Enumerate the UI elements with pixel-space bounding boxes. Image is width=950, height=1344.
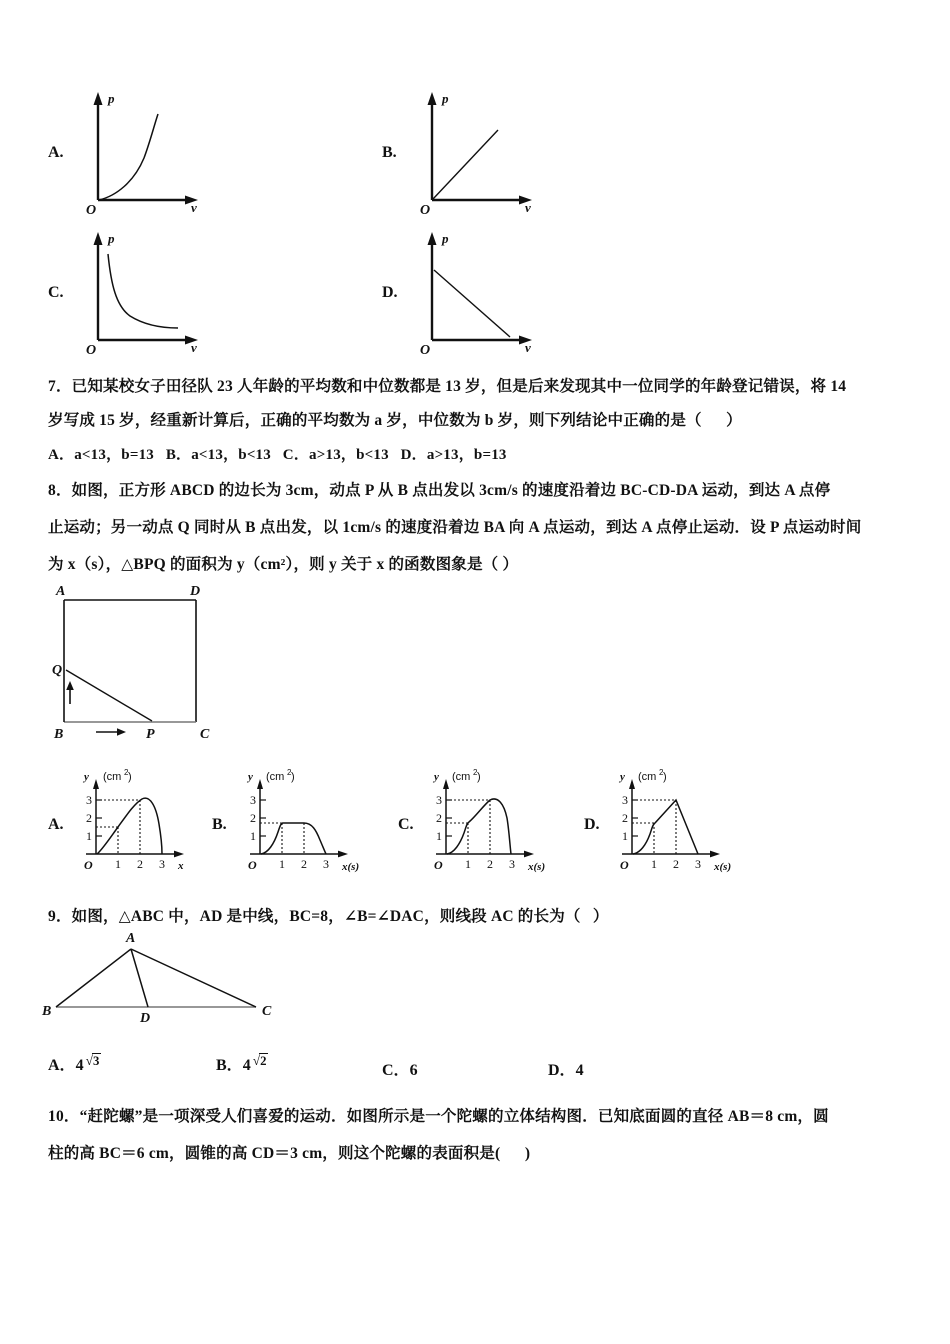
q9-option-a-coef: 4 bbox=[75, 1057, 84, 1074]
graph-q8-option-a bbox=[72, 766, 200, 874]
svg-text:2: 2 bbox=[86, 811, 92, 825]
option-label-b-q8: B. bbox=[212, 816, 227, 833]
svg-text:x: x bbox=[178, 860, 184, 872]
side-AB bbox=[56, 949, 131, 1007]
triangle-abc-figure bbox=[34, 925, 294, 1025]
svg-text:y: y bbox=[248, 771, 253, 783]
svg-text:x(s): x(s) bbox=[342, 861, 360, 873]
svg-text:3: 3 bbox=[86, 793, 92, 807]
svg-text:1: 1 bbox=[651, 857, 657, 871]
svg-text:O: O bbox=[620, 858, 629, 872]
q9-option-b bbox=[216, 1052, 268, 1075]
vertex-label-Q: Q bbox=[52, 663, 63, 678]
graph-pv-option-b bbox=[412, 82, 542, 218]
graph-q8-option-c bbox=[422, 766, 562, 874]
svg-text:v: v bbox=[525, 340, 531, 355]
svg-text:O: O bbox=[248, 858, 257, 872]
vertex-label-C: C bbox=[200, 727, 210, 742]
axis-label-p: p bbox=[108, 91, 115, 106]
vertex-label-D: D bbox=[190, 584, 201, 599]
graph-pv-option-c bbox=[78, 222, 208, 358]
svg-text:2: 2 bbox=[137, 857, 143, 871]
question-10-line-1: 10．“赶陀螺”是一项深受人们喜爱的运动．如图所示是一个陀螺的立体结构图．已知底面圆的直径 AB＝8 cm，圆 bbox=[48, 1108, 829, 1125]
svg-text:): ) bbox=[291, 771, 295, 783]
svg-text:): ) bbox=[128, 771, 132, 783]
triangle-vertex-B: B bbox=[42, 1004, 52, 1019]
option-label-c-q8: C. bbox=[398, 816, 414, 833]
question-8-line-2: 止运动；另一动点 Q 同时从 B 点出发，以 1cm/s 的速度沿着边 BA 向 A 点运动，到达 A 点停止运动．设 P 点运动时间 bbox=[48, 519, 862, 536]
q9-option-b-radicand: 2 bbox=[260, 1053, 267, 1068]
option-label-d-pv: D. bbox=[382, 284, 398, 301]
q9-option-d bbox=[548, 1057, 584, 1080]
graph-q8-option-d bbox=[608, 766, 748, 874]
origin-label-o: O bbox=[86, 203, 97, 218]
svg-text:2: 2 bbox=[473, 768, 478, 777]
svg-text:O: O bbox=[434, 858, 443, 872]
vertex-label-B: B bbox=[54, 727, 64, 742]
vertex-label-P: P bbox=[146, 727, 155, 742]
square-abcd-figure bbox=[44, 582, 264, 742]
arrow-right-head bbox=[117, 728, 126, 736]
svg-text:p: p bbox=[442, 91, 449, 106]
svg-text:2: 2 bbox=[673, 857, 679, 871]
q9-option-b-letter: B． bbox=[216, 1057, 243, 1074]
option-label-a-pv: A. bbox=[48, 144, 64, 161]
question-9-line-1: 9．如图，△ABC 中，AD 是中线，BC=8，∠B=∠DAC，则线段 AC 的长为（ ） bbox=[48, 908, 609, 925]
svg-text:1: 1 bbox=[86, 829, 92, 843]
svg-text:y: y bbox=[84, 771, 89, 783]
svg-text:O: O bbox=[420, 343, 431, 358]
svg-text:2: 2 bbox=[124, 768, 129, 777]
q9-option-c-coef: 6 bbox=[409, 1062, 418, 1079]
svg-text:2: 2 bbox=[622, 811, 628, 825]
svg-text:1: 1 bbox=[279, 857, 285, 871]
question-7-options: A．a<13，b=13 B．a<13，b<13 C．a>13，b<13 D．a>13，b=13 bbox=[48, 447, 507, 463]
triangle-vertex-D: D bbox=[140, 1011, 151, 1026]
svg-text:1: 1 bbox=[115, 857, 121, 871]
svg-text:1: 1 bbox=[622, 829, 628, 843]
question-8-line-3: 为 x（s），△BPQ 的面积为 y（cm²），则 y 关于 x 的函数图象是（ ） bbox=[48, 556, 519, 573]
svg-text:2: 2 bbox=[250, 811, 256, 825]
svg-text:2: 2 bbox=[287, 768, 292, 777]
svg-text:2: 2 bbox=[301, 857, 307, 871]
question-10-line-2: 柱的高 BC＝6 cm，圆锥的高 CD＝3 cm，则这个陀螺的表面积是( ) bbox=[48, 1145, 531, 1162]
graph-q8-option-b bbox=[236, 766, 376, 874]
option-label-a-q8: A. bbox=[48, 816, 64, 833]
svg-text:x(s): x(s) bbox=[714, 861, 732, 873]
svg-text:3: 3 bbox=[436, 793, 442, 807]
svg-text:2: 2 bbox=[487, 857, 493, 871]
svg-text:3: 3 bbox=[695, 857, 701, 871]
svg-text:O: O bbox=[84, 858, 93, 872]
svg-text:v: v bbox=[191, 340, 197, 355]
svg-text:O: O bbox=[86, 343, 97, 358]
svg-text:3: 3 bbox=[509, 857, 515, 871]
svg-text:v: v bbox=[525, 200, 531, 215]
median-AD bbox=[131, 949, 148, 1007]
segment-QP bbox=[66, 670, 152, 721]
q9-option-a-radical: √3 bbox=[85, 1052, 100, 1068]
q9-option-b-coef: 4 bbox=[242, 1057, 251, 1074]
svg-text:1: 1 bbox=[465, 857, 471, 871]
q9-option-a-letter: A． bbox=[48, 1057, 76, 1074]
side-AC bbox=[131, 949, 256, 1007]
vertex-label-A: A bbox=[56, 584, 66, 599]
svg-text:O: O bbox=[420, 203, 431, 218]
q9-option-a-radicand: 3 bbox=[92, 1053, 100, 1068]
question-7-line-2: 岁写成 15 岁，经重新计算后，正确的平均数为 a 岁，中位数为 b 岁，则下列结论中正确的是（ ） bbox=[48, 412, 742, 429]
svg-text:1: 1 bbox=[436, 829, 442, 843]
triangle-vertex-A: A bbox=[126, 931, 136, 946]
svg-text:(cm: (cm bbox=[266, 771, 285, 783]
arrow-up-head bbox=[66, 681, 74, 690]
svg-text:): ) bbox=[663, 771, 667, 783]
q9-option-c-letter: C． bbox=[382, 1062, 410, 1079]
graph-pv-option-d bbox=[412, 222, 542, 358]
svg-text:y: y bbox=[620, 771, 625, 783]
svg-text:2: 2 bbox=[659, 768, 664, 777]
svg-text:1: 1 bbox=[250, 829, 256, 843]
svg-text:(cm: (cm bbox=[638, 771, 657, 783]
q9-option-a bbox=[48, 1052, 101, 1075]
svg-text:3: 3 bbox=[159, 857, 165, 871]
svg-text:3: 3 bbox=[323, 857, 329, 871]
q9-option-d-coef: 4 bbox=[575, 1062, 584, 1079]
svg-text:p: p bbox=[442, 231, 449, 246]
svg-text:(cm: (cm bbox=[103, 771, 122, 783]
q9-option-c bbox=[382, 1057, 418, 1080]
triangle-vertex-C: C bbox=[262, 1004, 272, 1019]
option-label-c-pv: C. bbox=[48, 284, 64, 301]
q9-option-d-letter: D． bbox=[548, 1062, 576, 1079]
svg-text:3: 3 bbox=[622, 793, 628, 807]
svg-text:): ) bbox=[477, 771, 481, 783]
axis-label-v: v bbox=[191, 200, 197, 215]
question-7-line-1: 7．已知某校女子田径队 23 人年龄的平均数和中位数都是 13 岁，但是后来发现其中一位同学的年龄登记错误，将 14 bbox=[48, 378, 847, 395]
option-label-d-q8: D. bbox=[584, 816, 600, 833]
svg-text:2: 2 bbox=[436, 811, 442, 825]
graph-pv-option-a bbox=[78, 82, 208, 218]
svg-text:x(s): x(s) bbox=[528, 861, 546, 873]
q9-option-b-radical: √2 bbox=[252, 1052, 267, 1068]
svg-text:y: y bbox=[434, 771, 439, 783]
svg-text:3: 3 bbox=[250, 793, 256, 807]
question-8-line-1: 8．如图，正方形 ABCD 的边长为 3cm，动点 P 从 B 点出发以 3cm/s 的速度沿着边 BC‑CD‑DA 运动，到达 A 点停 bbox=[48, 482, 831, 499]
svg-text:p: p bbox=[108, 231, 115, 246]
svg-text:(cm: (cm bbox=[452, 771, 471, 783]
option-label-b-pv: B. bbox=[382, 144, 397, 161]
